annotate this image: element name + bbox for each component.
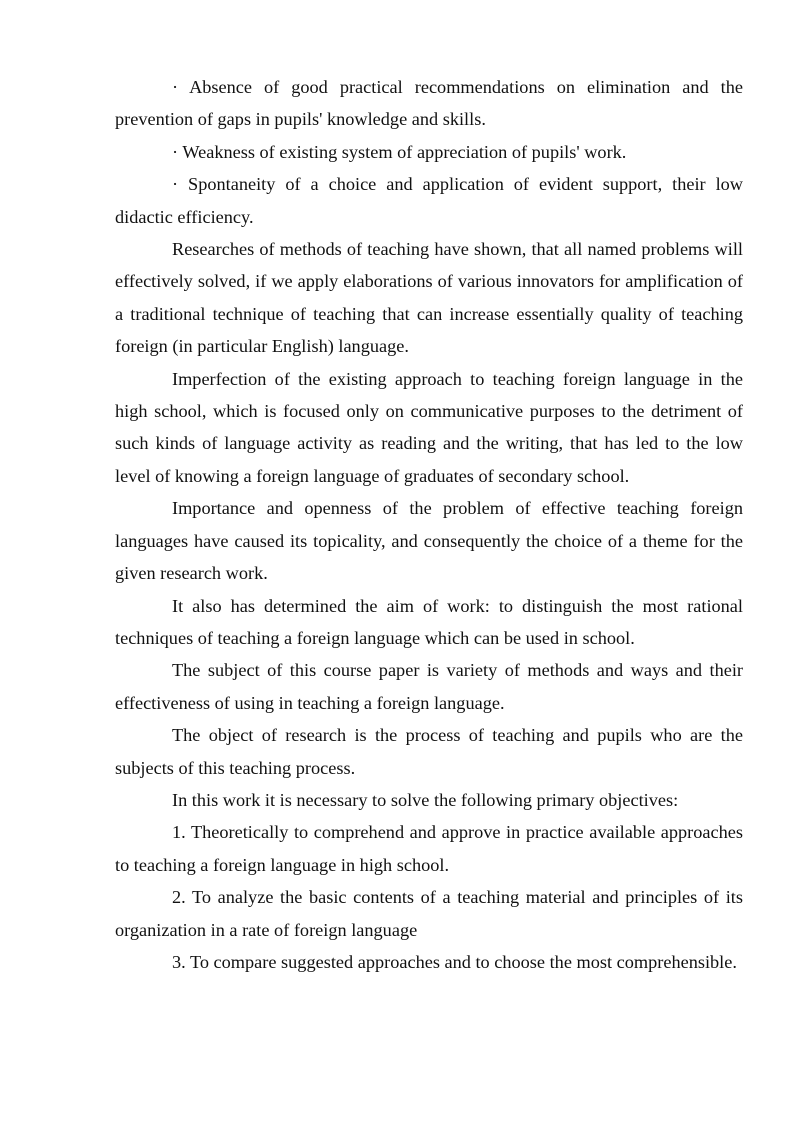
objective-item-2: 2. To analyze the basic contents of a teaching material and principles of its organization in a rate of foreign language <box>115 887 743 940</box>
objective-item-3: 3. To compare suggested approaches and to choose the most comprehensible. <box>172 951 737 972</box>
objective-item-1: 1. Theoretically to comprehend and approve in practice available approaches to teaching a foreign language in high school. <box>115 822 743 875</box>
bullet-paragraph-appreciation: · Weakness of existing system of appreciation of pupils' work. <box>172 141 627 162</box>
paragraph-importance: Importance and openness of the problem of effective teaching foreign languages have caused its topicality, and consequently the choice of a theme for the given research work. <box>115 498 743 584</box>
paragraph-subject: The subject of this course paper is variety of methods and ways and their effectiveness of using in teaching a foreign language. <box>115 660 743 713</box>
bullet-paragraph-gaps: · Absence of good practical recommendations on elimination and the prevention of gaps in pupils' knowledge and skills. <box>115 77 743 130</box>
paragraph-imperfection: Imperfection of the existing approach to teaching foreign language in the high school, which is focused only on communicative purposes to the detriment of such kinds of language activity as reading and the writing, that has led to the low level of knowing a foreign language of graduates of secondary school. <box>115 368 743 486</box>
paragraph-object: The object of research is the process of teaching and pupils who are the subjects of this teaching process. <box>115 725 743 778</box>
document-page <box>115 71 743 978</box>
paragraph-aim: It also has determined the aim of work: to distinguish the most rational techniques of teaching a foreign language which can be used in school. <box>115 595 743 648</box>
paragraph-researches: Researches of methods of teaching have shown, that all named problems will effectively solved, if we apply elaborations of various innovators for amplification of a traditional technique of teaching that can increase essentially quality of teaching foreign (in particular English) language. <box>115 239 743 357</box>
paragraph-objectives-intro: In this work it is necessary to solve the following primary objectives: <box>172 789 679 810</box>
bullet-paragraph-spontaneity: · Spontaneity of a choice and application of evident support, their low didactic efficiency. <box>115 174 743 227</box>
